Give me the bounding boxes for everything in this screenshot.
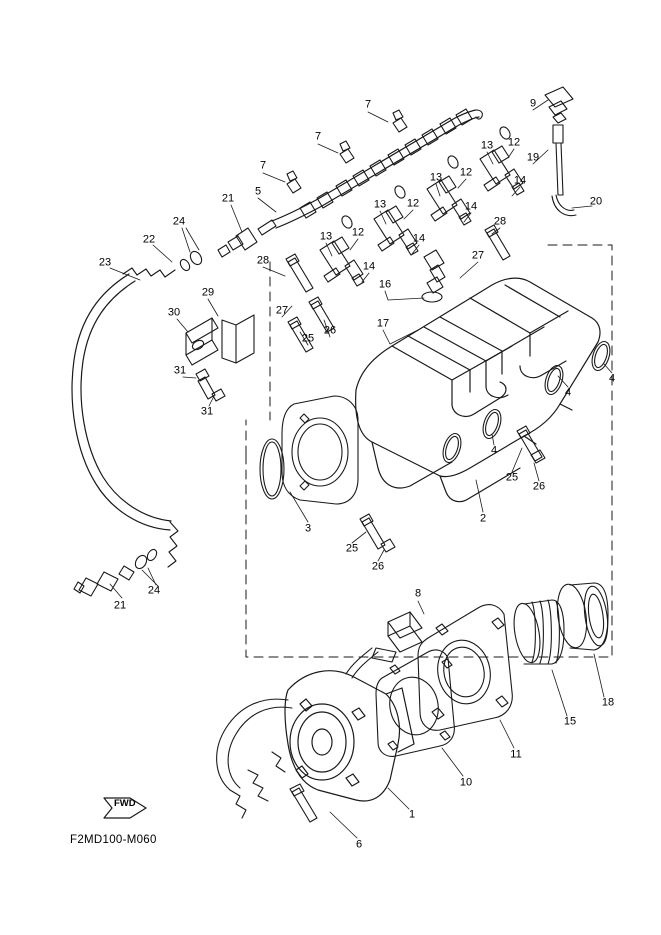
bolt-28b (487, 229, 510, 260)
callout-13-a: 13 (480, 139, 494, 152)
callout-4-c: 4 (490, 444, 498, 457)
washer-26b (531, 450, 545, 463)
leader-lines (110, 97, 615, 838)
callout-12-b: 12 (459, 166, 473, 179)
manifold-inlet-flange (282, 396, 358, 504)
callout-19: 19 (526, 151, 540, 164)
callout-14-a: 14 (513, 174, 527, 187)
o-ring-3 (260, 439, 284, 499)
callout-28-b: 28 (256, 254, 270, 267)
callout-20: 20 (589, 195, 603, 208)
intake-manifold (356, 278, 600, 501)
callout-10: 10 (459, 776, 473, 789)
callout-31-a: 31 (173, 364, 187, 377)
callout-24-a: 24 (172, 215, 186, 228)
callout-7-b: 7 (314, 130, 322, 143)
callout-5: 5 (254, 185, 262, 198)
boot-ribs (248, 770, 268, 801)
callout-31-b: 31 (200, 405, 214, 418)
gasket-10 (376, 650, 454, 756)
washer-24a (188, 249, 204, 266)
injector-group (320, 125, 527, 286)
sensor-19-shaft (556, 143, 563, 195)
callout-25-b: 25 (505, 471, 519, 484)
callout-28-a: 28 (493, 215, 507, 228)
callout-4-b: 4 (564, 386, 572, 399)
throttle-linkage (217, 699, 288, 790)
callout-12-c: 12 (406, 197, 420, 210)
callout-1: 1 (408, 808, 416, 821)
o-ring-4a (589, 339, 613, 372)
callout-14-b: 14 (464, 200, 478, 213)
drawing-part-code: F2MD100-M060 (70, 834, 157, 846)
bracket-29 (222, 320, 236, 363)
bolt-6 (292, 788, 317, 822)
callout-13-c: 13 (373, 198, 387, 211)
callout-6: 6 (355, 838, 363, 851)
callout-30: 30 (167, 306, 181, 319)
callout-3: 3 (304, 522, 312, 535)
callout-2: 2 (479, 512, 487, 525)
callout-18: 18 (601, 696, 615, 709)
callout-12-a: 12 (507, 136, 521, 149)
rail-bolt-c (393, 118, 407, 132)
tps-lead (346, 648, 372, 674)
callout-27-b: 27 (275, 304, 289, 317)
callout-17: 17 (376, 317, 390, 330)
callout-25-a: 25 (301, 332, 315, 345)
callout-11: 11 (510, 748, 522, 761)
sensor-9-connector (545, 87, 573, 107)
callout-7-a: 7 (364, 98, 372, 111)
duct-boot-18 (554, 582, 611, 650)
fwd-direction-label: FWD (114, 798, 136, 809)
callout-14-d: 14 (362, 260, 376, 273)
throttle-body (285, 671, 414, 801)
callout-25-c: 25 (345, 542, 359, 555)
rail-bolt-b (340, 149, 354, 163)
throttle-bore (290, 704, 354, 780)
callout-27-a: 27 (471, 249, 485, 262)
fuel-hose-end-fitting (97, 572, 118, 591)
rail-bolt-a (287, 179, 301, 193)
callout-22: 22 (142, 233, 156, 246)
callout-7-c: 7 (259, 159, 267, 172)
callout-8: 8 (414, 587, 422, 600)
callout-29: 29 (201, 286, 215, 299)
linkage-spring (230, 790, 246, 818)
hose-ribbing-upper (123, 268, 175, 277)
callout-9: 9 (529, 97, 537, 110)
callout-24-b: 24 (147, 584, 161, 597)
callout-16: 16 (378, 278, 392, 291)
callout-26-b: 26 (532, 480, 546, 493)
callout-13-d: 13 (319, 230, 333, 243)
bolt-31a (196, 369, 209, 381)
callout-23: 23 (98, 256, 112, 269)
callout-14-c: 14 (412, 232, 426, 245)
hose-ribbing-lower (168, 522, 178, 567)
sensor-19-body (553, 125, 563, 143)
callout-21-a: 21 (221, 192, 235, 205)
seal-17 (422, 292, 442, 302)
callout-21-b: 21 (113, 599, 127, 612)
bolt-28a (288, 258, 313, 292)
bolt-25b (519, 430, 542, 461)
fuel-hose-23 (72, 274, 170, 530)
sensor-20-lead (556, 195, 574, 210)
bracket-30 (186, 318, 218, 343)
washer-24d (133, 553, 149, 570)
callout-13-b: 13 (429, 171, 443, 184)
group-box-upper-right (548, 245, 612, 460)
callout-12-d: 12 (351, 226, 365, 239)
callout-4-a: 4 (608, 372, 616, 385)
washer-24c (145, 548, 158, 562)
washer-24b (178, 258, 191, 272)
air-duct-15 (510, 600, 564, 665)
callout-15: 15 (563, 715, 577, 728)
inlet-bore (292, 418, 348, 486)
callout-26-c: 26 (371, 560, 385, 573)
o-ring-4d (440, 431, 464, 464)
callout-26-a: 26 (323, 324, 337, 337)
